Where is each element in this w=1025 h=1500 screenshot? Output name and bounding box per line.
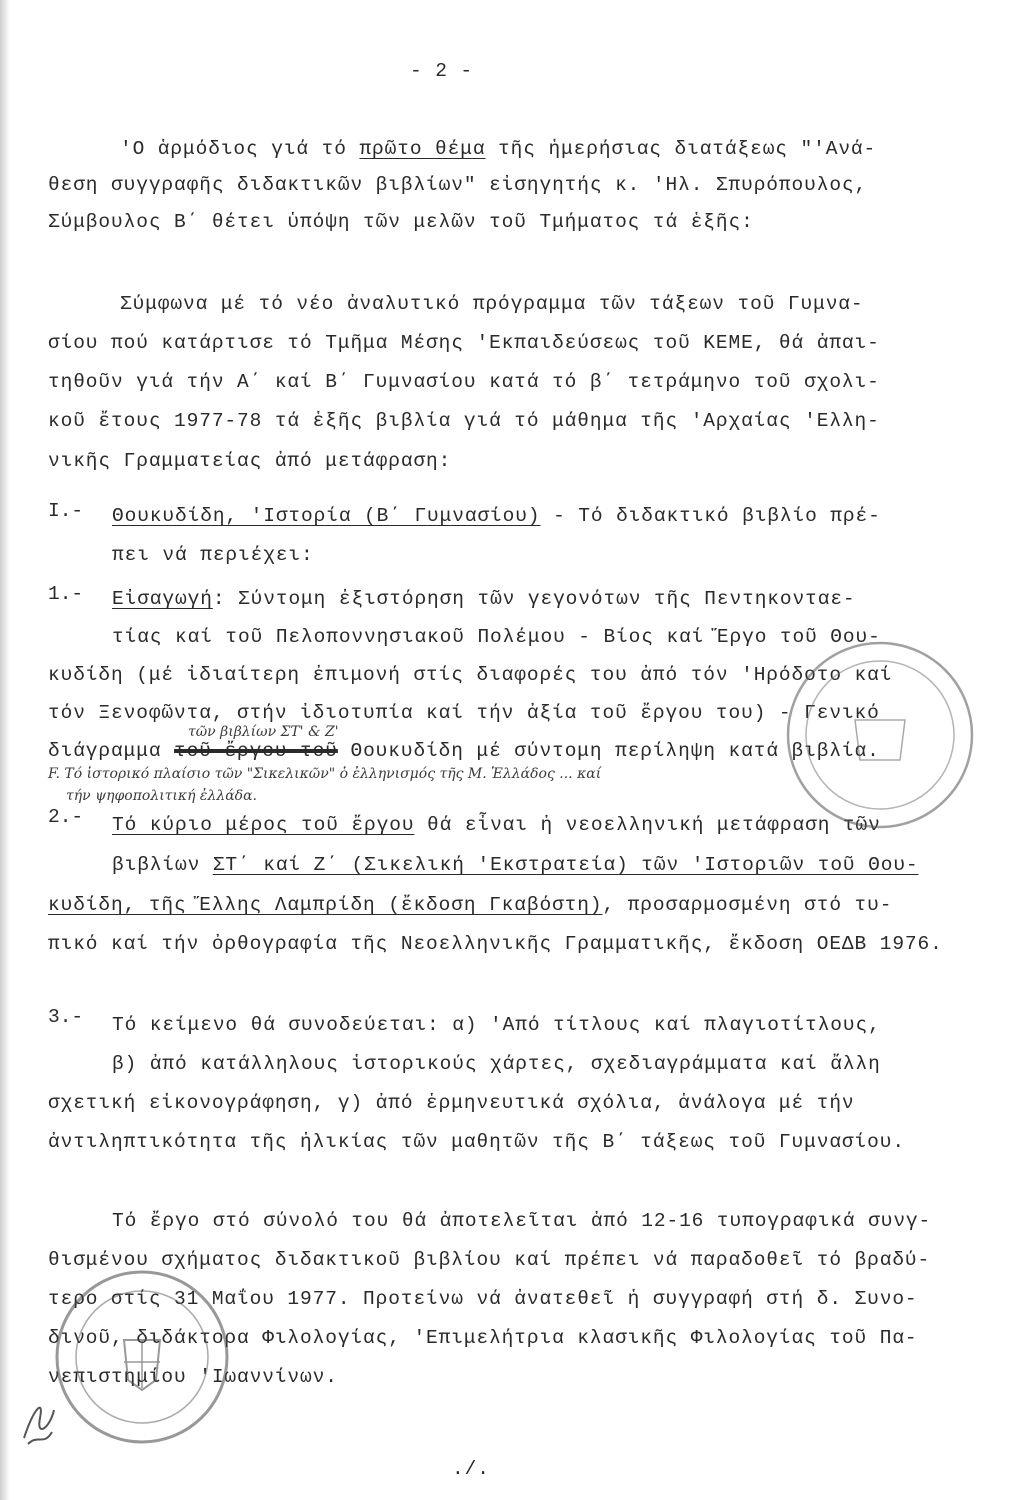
item1-line5: διάγραμμα τοῦ ἔργου τοῦ Θουκυδίδη μέ σύντομη περίληψη κατά βιβλία. xyxy=(48,740,880,762)
item2-line1: Τό κύριο μέρος τοῦ ἔργου θά εἶναι ἡ νεοελληνική μετάφραση τῶν xyxy=(112,814,881,836)
final-line4: δινοῦ, διδάκτορα Φιλολογίας, 'Επιμελήτρια κλασικῆς Φιλολογίας τοῦ Πα- xyxy=(48,1327,918,1349)
final-line5: νεπιστημίου 'Ιωαννίνων. xyxy=(48,1366,338,1388)
para2-line4: κοῦ ἔτους 1977-78 τά ἑξῆς βιβλία γιά τό μάθημα τῆς 'Αρχαίας 'Ελλη- xyxy=(48,410,880,432)
item2-line2: βιβλίων ΣΤ΄ καί Ζ΄ (Σικελική 'Εκστρατεία) τῶν 'Ιστοριῶν τοῦ Θου- xyxy=(112,854,919,876)
para1-line3: Σύμβουλος Β΄ θέτει ὑπόψη τῶν μελῶν τοῦ Τμήματος τά ἑξῆς: xyxy=(48,211,754,233)
para1-line2: θεση συγγραφῆς διδακτικῶν βιβλίων" εἰσηγητής κ. 'Ηλ. Σπυρόπουλος, xyxy=(48,174,868,196)
handwritten-note-line1: F. Τό ἱστορικό πλαίσιο τῶν "Σικελικῶν" ὁ ἑλληνισμός τῆς Μ. Ἑλλάδος ... καί xyxy=(48,766,602,782)
item2-line4: πικό καί τήν ὀρθογραφία τῆς Νεοελληνικῆς Γραμματικῆς, ἔκδοση ΟΕΔΒ 1976. xyxy=(48,933,943,955)
item1-title: Εἰσαγωγή xyxy=(112,588,213,610)
item1-line1: Εἰσαγωγή: Σύντομη ἐξιστόρηση τῶν γεγονότων τῆς Πεντηκονταε- xyxy=(112,588,856,610)
signature-scribble xyxy=(14,1388,64,1458)
item3-line2: β) ἀπό κατάλληλους ἱστορικούς χάρτες, σχεδιαγράμματα καί ἄλλη xyxy=(112,1053,881,1075)
para1-line1: 'Ο ἁρμόδιος γιά τό πρῶτο θέμα τῆς ἡμερήσιας διατάξεως "'Ανά- xyxy=(120,138,877,160)
item2-number: 2.- xyxy=(48,806,84,828)
page-edge-shadow xyxy=(0,0,10,1500)
para2-line1: Σύμφωνα μέ τό νέο ἀναλυτικό πρόγραμμα τῶν τάξεων τοῦ Γυμνα- xyxy=(120,293,864,315)
item2-line3: κυδίδη, τῆς Ἔλλης Λαμπρίδη (ἔκδοση Γκαβόστη), προσαρμοσμένη στό τυ- xyxy=(48,894,893,916)
section1-line2: πει νά περιέχει: xyxy=(112,544,314,566)
page-number: - 2 - xyxy=(410,60,474,82)
section1-number: I.- xyxy=(48,500,84,522)
item3-line3: σχετική εἰκονογράφηση, γ) ἀπό ἑρμηνευτικά σχόλια, ἀνάλογα μέ τήν xyxy=(48,1092,855,1114)
item1-line3: κυδίδη (μέ ἰδιαίτερη ἐπιμονή στίς διαφορές του ἀπό τόν 'Ηρόδοτο καί xyxy=(48,664,893,686)
continuation-mark: ./. xyxy=(452,1458,490,1480)
main-part-underlined: Τό κύριο μέρος τοῦ ἔργου xyxy=(112,814,415,836)
edition-underlined: κυδίδη, τῆς Ἔλλης Λαμπρίδη (ἔκδοση Γκαβόστη) xyxy=(48,894,603,916)
handwritten-insert: τῶν βιβλίων ΣΤ' & Ζ' xyxy=(188,724,339,740)
final-line3: τερο στίς 31 Μαΐου 1977. Προτείνω νά ἀνατεθεῖ ἡ συγγραφή στή δ. Συνο- xyxy=(48,1288,918,1310)
para2-line3: τηθοῦν γιά τήν Α΄ καί Β΄ Γυμνασίου κατά τό β΄ τετράμηνο τοῦ σχολι- xyxy=(48,371,880,393)
official-stamp-left xyxy=(52,1262,232,1462)
item3-line1: Τό κείμενο θά συνοδεύεται: α) 'Από τίτλους καί πλαγιοτίτλους, xyxy=(112,1014,881,1036)
final-line1: Τό ἔργο στό σύνολό του θά ἀποτελεῖται ἀπό 12-16 τυπογραφικά συνγ- xyxy=(112,1210,932,1232)
item1-number: 1.- xyxy=(48,583,84,605)
section1-line1: Θουκυδίδη, 'Ιστορία (Β΄ Γυμνασίου) - Τό διδακτικό βιβλίο πρέ- xyxy=(112,505,881,527)
first-topic-underlined: πρῶτο θέμα xyxy=(359,138,486,160)
para2-line2: σίου πού κατάρτισε τό Τμῆμα Μέσης 'Εκπαιδεύσεως τοῦ ΚΕΜΕ, θά ἀπαι- xyxy=(48,332,880,354)
item1-line2: τίας καί τοῦ Πελοποννησιακοῦ Πολέμου - Βίος καί Ἔργο τοῦ Θου- xyxy=(112,626,881,648)
official-stamp-right xyxy=(760,640,1000,840)
section1-title: Θουκυδίδη, 'Ιστορία (Β΄ Γυμνασίου) xyxy=(112,505,541,527)
books-underlined: ΣΤ΄ καί Ζ΄ (Σικελική 'Εκστρατεία) τῶν 'Ιστοριῶν τοῦ Θου- xyxy=(212,854,919,876)
struck-out-text: τοῦ ἔργου τοῦ xyxy=(174,740,338,762)
final-line2: θισμένου σχήματος διδακτικοῦ βιβλίου καί πρέπει νά παραδοθεῖ τό βραδύ- xyxy=(48,1249,931,1271)
item3-line4: ἀντιληπτικότητα τῆς ἡλικίας τῶν μαθητῶν τῆς Β΄ τάξεως τοῦ Γυμνασίου. xyxy=(48,1131,905,1153)
item3-number: 3.- xyxy=(48,1006,84,1028)
para2-line5: νικῆς Γραμματείας ἀπό μετάφραση: xyxy=(48,450,452,472)
item1-line4: τόν Ξενοφῶντα, στήν ἰδιοτυπία καί τήν ἀξία τοῦ ἔργου του) - Γενικό xyxy=(48,702,880,724)
handwritten-note-line2: τήν ψηφοπολιτική ἐλλάδα. xyxy=(66,788,257,804)
